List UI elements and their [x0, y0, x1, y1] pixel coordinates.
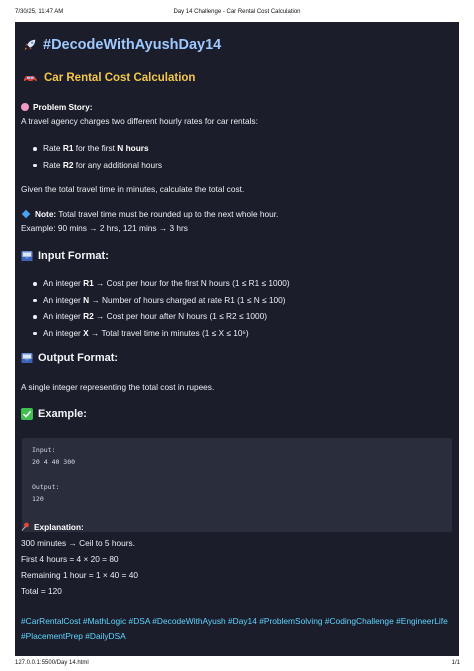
rate-list: [33, 143, 162, 176]
car-icon: [23, 73, 38, 83]
list-item: An integer R2 → Cost per hour after N hours (1 ≤ R2 ≤ 1000): [33, 311, 290, 328]
output-format-text: A single integer representing the total cost in rupees.: [21, 382, 215, 392]
inbox-icon: [21, 250, 33, 262]
input-format-list: [33, 278, 290, 344]
print-footer: [0, 655, 474, 671]
page-heading: [23, 37, 221, 53]
page-subheading: [23, 72, 195, 84]
rocket-icon: [23, 38, 37, 52]
output-format-heading: Output Format:: [21, 352, 118, 364]
print-header: [0, 0, 474, 20]
list-item: An integer N → Number of hours charged at rate R1 (1 ≤ N ≤ 100): [33, 295, 290, 312]
hashtags: #CarRentalCost #MathLogic #DSA #DecodeWithAyush #Day14 #ProblemSolving #CodingChallenge #EngineerLife #PlacementPrep #DailyDSA: [21, 616, 448, 641]
output-value: 120: [32, 495, 44, 503]
example-heading: Example:: [21, 408, 87, 420]
example-code-block: [22, 438, 452, 532]
output-label: Output:: [32, 483, 60, 491]
note-example: Example: 90 mins → 2 hrs, 121 mins → 3 hrs: [21, 223, 188, 233]
story-question: Given the total travel time in minutes, calculate the total cost.: [21, 184, 245, 194]
explanation-line: Remaining 1 hour = 1 × 40 = 40: [21, 570, 138, 580]
print-title: Day 14 Challenge - Car Rental Cost Calculation: [173, 9, 301, 15]
heading-text: #DecodeWithAyushDay14: [43, 37, 222, 53]
input-format-heading: Input Format:: [21, 250, 109, 262]
input-value: 20 4 40 300: [32, 458, 76, 466]
story-intro: A travel agency charges two different hourly rates for car rentals:: [21, 116, 258, 126]
note-line: Note: Total travel time must be rounded up to the next whole hour.: [21, 209, 278, 220]
page-content: [15, 22, 459, 656]
list-item: An integer X → Total travel time in minutes (1 ≤ X ≤ 10⁶): [33, 328, 290, 345]
list-item: An integer R1 → Cost per hour for the first N hours (1 ≤ R1 ≤ 1000): [33, 278, 290, 295]
brain-icon: [21, 103, 29, 111]
list-item: Rate R1 for the first N hours: [33, 143, 162, 160]
list-item: Rate R2 for any additional hours: [33, 160, 162, 177]
explanation-line: 300 minutes → Ceil to 5 hours.: [21, 538, 135, 548]
print-url: 127.0.0.1:5500/Day 14.html: [15, 660, 89, 666]
print-date: 7/30/25, 11:47 AM: [15, 9, 64, 15]
pushpin-icon: [21, 522, 30, 531]
explanation-line: Total = 120: [21, 586, 62, 596]
story-label: Problem Story:: [21, 102, 92, 113]
explanation-label: Explanation:: [21, 522, 84, 533]
subheading-text: Car Rental Cost Calculation: [44, 72, 196, 84]
explanation-line: First 4 hours = 4 × 20 = 80: [21, 554, 119, 564]
check-icon: [21, 408, 33, 420]
input-label: Input:: [32, 446, 56, 454]
diamond-icon: [22, 210, 30, 218]
page-number: 1/1: [451, 660, 460, 666]
outbox-icon: [21, 352, 33, 364]
